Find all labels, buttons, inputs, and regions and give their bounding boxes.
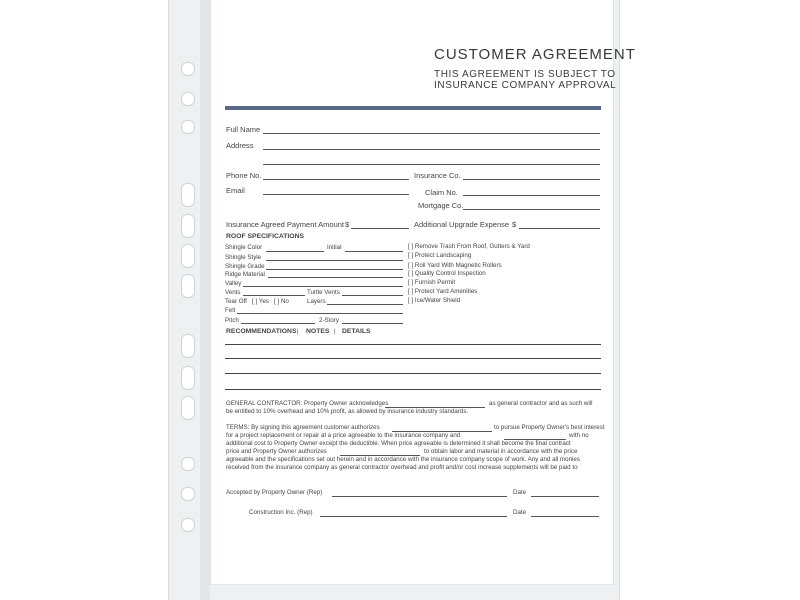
terms-text: TERMS: By signing this agreement customer authorizes [226,424,380,431]
punch-hole [181,334,195,358]
sheet-protector-strip [200,0,210,600]
general-contractor-text: as general contractor and as such will [489,400,593,407]
full-name-label: Full Name [226,125,261,134]
option-roll-yard[interactable]: [ ] Roll Yard With Magnetic Rollers [408,262,502,269]
claim-no-label: Claim No. [425,188,458,197]
shingle-grade-field[interactable] [266,269,403,270]
insurance-payment-field[interactable] [351,228,409,229]
upgrade-expense-field[interactable] [519,228,600,229]
option-quality-control[interactable]: [ ] Quality Control Inspection [408,270,486,277]
punch-hole [181,274,195,298]
phone-label: Phone No. [226,171,262,180]
construction-signature-field[interactable] [320,516,507,517]
shingle-style-label: Shingle Style [225,254,262,261]
initial-label: Initial [327,244,342,251]
vents-field[interactable] [243,295,305,296]
dollar-sign: $ [512,220,517,229]
two-story-field[interactable] [342,323,403,324]
punch-hole [181,62,195,76]
email-field[interactable] [263,194,409,195]
page-title: CUSTOMER AGREEMENT [434,46,636,63]
pitch-field[interactable] [241,323,315,324]
subtitle-line1: THIS AGREEMENT IS SUBJECT TO [434,69,616,80]
valley-field[interactable] [243,286,403,287]
punch-hole [181,183,195,207]
terms-text: price and Property Owner authorizes [226,448,327,455]
punch-hole [181,92,195,106]
option-ice-water-shield[interactable]: [ ] Ice/Water Shield [408,297,461,304]
phone-field[interactable] [263,179,409,180]
punch-hole [181,366,195,390]
general-contractor-text: GENERAL CONTRACTOR: Property Owner acknowledges [226,400,389,407]
tear-off-label: Tear Off [225,298,247,305]
insurance-co-label: Insurance Co. [414,171,461,180]
insurance-co-field[interactable] [463,179,600,180]
punch-hole [181,120,195,134]
subtitle-line2: INSURANCE COMPANY APPROVAL [434,80,617,91]
construction-signature-label: Construction Inc. (Rep) [249,509,313,516]
initial-field[interactable] [345,251,403,252]
pitch-label: Pitch [225,317,239,324]
punch-hole [181,396,195,420]
notes-line[interactable] [225,358,601,359]
tear-off-no-checkbox[interactable]: [ ] No [274,298,289,305]
shingle-color-field[interactable] [266,251,324,252]
felt-field[interactable] [237,313,403,314]
felt-label: Felt [225,307,236,314]
address-label: Address [226,141,254,150]
header-separator: | [297,328,299,335]
recommendations-heading: RECOMMENDATIONS [226,328,297,335]
punch-hole [181,214,195,238]
terms-text: for a project replacement or repair at a price agreeable to the insurance company and [226,432,461,439]
construction-date-label: Date [513,509,527,516]
address-field-line1[interactable] [263,149,600,150]
turtle-vents-field[interactable] [342,295,403,296]
full-name-field[interactable] [263,133,600,134]
notes-line[interactable] [225,373,601,374]
layers-label: Layers [307,298,326,305]
terms-text: additional cost to Property Owner except the deductible. When price agreeable is determined it shall become the final contract [226,440,571,447]
option-protect-landscaping[interactable]: [ ] Protect Landscaping [408,252,472,259]
header-separator: | [334,328,336,335]
punch-hole [181,457,195,471]
terms-text: to obtain labor and material in accordance with the price [424,448,578,455]
insurance-payment-label: Insurance Agreed Payment Amount [226,220,344,229]
option-protect-yard-amenities[interactable]: [ ] Protect Yard Amenities [408,288,478,295]
notes-line[interactable] [225,344,601,345]
notes-heading: NOTES [306,328,330,335]
layers-field[interactable] [327,304,403,305]
shingle-style-field[interactable] [266,260,403,261]
terms-text: to pursue Property Owner's best interest [494,424,605,431]
mortgage-co-field[interactable] [463,209,600,210]
tear-off-yes-checkbox[interactable]: [ ] Yes [252,298,269,305]
general-contractor-text: be entitled to 10% overhead and 10% profit, as allowed by insurance industry standards. [226,408,469,415]
claim-no-field[interactable] [463,195,600,196]
notes-line[interactable] [225,389,601,390]
shingle-color-label: Shingle Color [225,244,263,251]
punch-hole [181,487,195,501]
punch-hole [181,518,195,532]
email-label: Email [226,186,245,195]
address-field-line2[interactable] [263,164,600,165]
option-remove-trash[interactable]: [ ] Remove Trash From Roof, Gutters & Yard [408,243,530,250]
owner-signature-label: Accepted by Property Owner (Rep) [226,489,323,496]
owner-signature-field[interactable] [332,496,507,497]
dollar-sign: $ [345,220,350,229]
mortgage-co-label: Mortgage Co. [418,201,464,210]
ridge-material-field[interactable] [268,277,403,278]
shingle-grade-label: Shingle Grade [225,263,265,270]
roof-specs-heading: ROOF SPECIFICATIONS [226,233,305,240]
owner-date-field[interactable] [531,496,599,497]
vents-label: Vents [225,289,241,296]
terms-text: with no [569,432,589,439]
valley-label: Valley [225,280,242,287]
details-heading: DETAILS [342,328,371,335]
header-divider [225,106,601,110]
terms-text: received from the insurance company as general contractor overhead and profit and/or cost increase supplements will be paid to [226,464,578,471]
punch-hole [181,244,195,268]
two-story-label: 2-Story [319,317,339,324]
turtle-vents-label: Turtle Vents [307,289,340,296]
construction-date-field[interactable] [531,516,599,517]
owner-date-label: Date [513,489,527,496]
upgrade-expense-label: Additional Upgrade Expense [414,220,510,229]
ridge-material-label: Ridge Material [225,271,265,278]
option-furnish-permit[interactable]: [ ] Furnish Permit [408,279,456,286]
terms-text: agreeable and the specifications set out herein and in accordance with the insurance company scope of work. Any and all monies [226,456,580,463]
